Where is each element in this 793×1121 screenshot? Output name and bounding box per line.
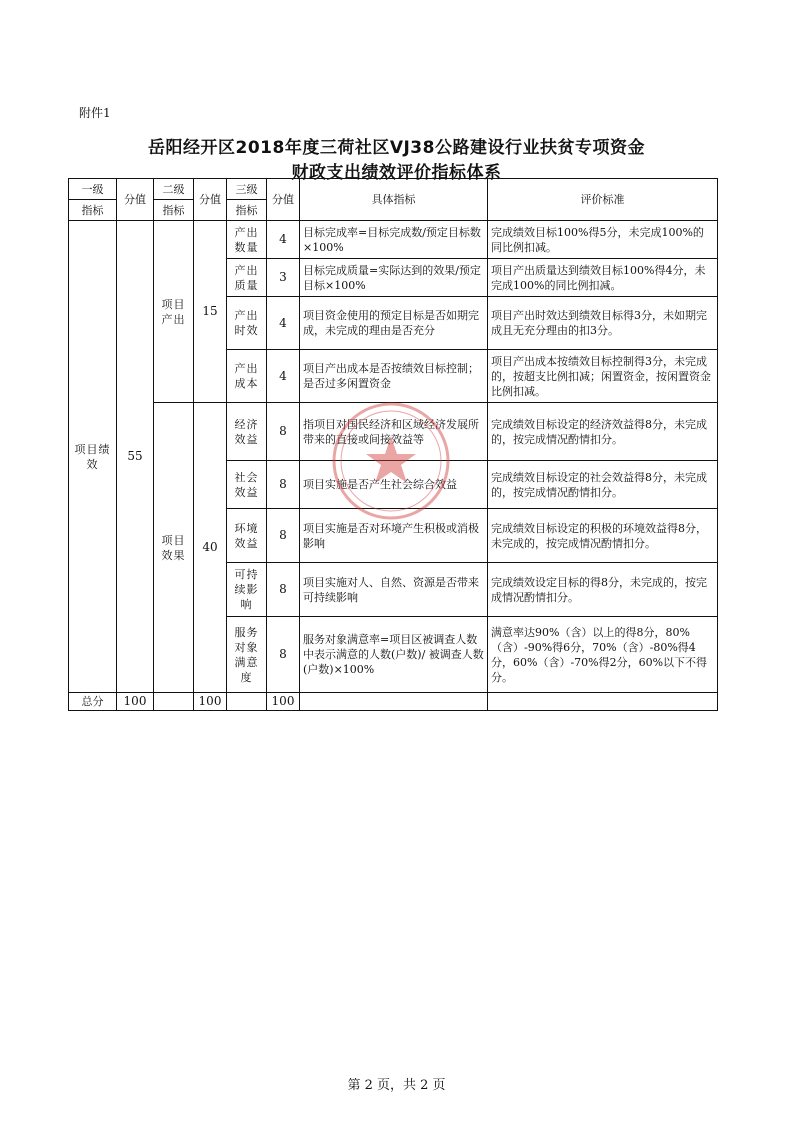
level3-score: 4 xyxy=(267,350,300,403)
level1-score: 55 xyxy=(117,221,154,693)
indicator-text: 指项目对国民经济和区域经济发展所带来的直接或间接效益等 xyxy=(300,403,488,461)
level3-score: 8 xyxy=(267,617,300,693)
criteria-text: 完成绩效目标设定的社会效益得8分，未完成的，按完成情况酌情扣分。 xyxy=(488,461,718,509)
header-criteria: 评价标准 xyxy=(488,179,718,221)
total-score1: 100 xyxy=(117,693,154,711)
level3-score: 8 xyxy=(267,403,300,461)
header-level1-top: 一级 xyxy=(69,179,117,200)
level3-score: 4 xyxy=(267,221,300,259)
document-title: 岳阳经开区2018年度三荷社区VJ38公路建设行业扶贫专项资金 xyxy=(148,138,645,158)
indicator-text: 服务对象满意率=项目区被调查人数中表示满意的人数(户数)/ 被调查人数(户数)×100% xyxy=(300,617,488,693)
criteria-text: 完成绩效目标100%得5分，未完成100%的同比例扣减。 xyxy=(488,221,718,259)
criteria-text: 项目产出成本按绩效目标控制得3分，未完成的，按超支比例扣减；闲置资金，按闲置资金比例扣减。 xyxy=(488,350,718,403)
indicator-table xyxy=(68,178,718,711)
table-row xyxy=(69,403,718,461)
total-score3: 100 xyxy=(267,693,300,711)
indicator-text: 项目实施是否产生社会综合效益 xyxy=(300,461,488,509)
level2-score-effect: 40 xyxy=(194,403,227,693)
header-level2-bottom: 指标 xyxy=(154,200,194,221)
total-empty xyxy=(154,693,194,711)
total-score2: 100 xyxy=(194,693,227,711)
level2-score-output: 15 xyxy=(194,221,227,403)
indicator-text: 目标完成质量=实际达到的效果/预定目标×100% xyxy=(300,259,488,297)
level3-score: 8 xyxy=(267,461,300,509)
level3-name: 产出数量 xyxy=(227,221,267,259)
header-row-top xyxy=(69,179,718,200)
header-score: 分值 xyxy=(117,179,154,221)
header-level3-top: 三级 xyxy=(227,179,267,200)
level3-name: 产出成本 xyxy=(227,350,267,403)
total-label: 总分 xyxy=(69,693,117,711)
attachment-label: 附件1 xyxy=(79,106,111,120)
criteria-text: 完成绩效设定目标的得8分，未完成的，按完成情况酌情扣分。 xyxy=(488,563,718,617)
header-score2: 分值 xyxy=(194,179,227,221)
header-score3: 分值 xyxy=(267,179,300,221)
indicator-text: 项目产出成本是否按绩效目标控制；是否过多闲置资金 xyxy=(300,350,488,403)
level2-name-effect: 项目效果 xyxy=(154,403,194,693)
indicator-text: 目标完成率=目标完成数/预定目标数×100% xyxy=(300,221,488,259)
level3-score: 8 xyxy=(267,509,300,563)
level3-name: 产出时效 xyxy=(227,297,267,350)
total-empty xyxy=(488,693,718,711)
level3-name: 社会效益 xyxy=(227,461,267,509)
level2-name-output: 项目产出 xyxy=(154,221,194,403)
level1-name: 项目绩效 xyxy=(69,221,117,693)
level3-name: 产出质量 xyxy=(227,259,267,297)
document-subtitle: 财政支出绩效评价指标体系 xyxy=(291,163,502,183)
header-level1-bottom: 指标 xyxy=(69,200,117,221)
total-empty xyxy=(300,693,488,711)
total-row xyxy=(69,693,718,711)
level3-score: 3 xyxy=(267,259,300,297)
level3-name: 经济效益 xyxy=(227,403,267,461)
criteria-text: 满意率达90%（含）以上的得8分，80%（含）-90%得6分，70%（含）-80%得4分，60%（含）-70%得2分，60%以下不得分。 xyxy=(488,617,718,693)
indicator-text: 项目资金使用的预定目标是否如期完成，未完成的理由是否充分 xyxy=(300,297,488,350)
level3-score: 8 xyxy=(267,563,300,617)
criteria-text: 项目产出时效达到绩效目标得3分，未如期完成且无充分理由的扣3分。 xyxy=(488,297,718,350)
indicator-text: 项目实施对人、自然、资源是否带来可持续影响 xyxy=(300,563,488,617)
indicator-text: 项目实施是否对环境产生积极或消极影响 xyxy=(300,509,488,563)
header-level3-bottom: 指标 xyxy=(227,200,267,221)
level3-name: 服务对象满意度 xyxy=(227,617,267,693)
criteria-text: 项目产出质量达到绩效目标100%得4分，未完成100%的同比例扣减。 xyxy=(488,259,718,297)
criteria-text: 完成绩效目标设定的经济效益得8分，未完成的，按完成情况酌情扣分。 xyxy=(488,403,718,461)
header-indicator: 具体指标 xyxy=(300,179,488,221)
level3-score: 4 xyxy=(267,297,300,350)
page-footer: 第 2 页，共 2 页 xyxy=(347,1078,446,1093)
level3-name: 可持续影响 xyxy=(227,563,267,617)
criteria-text: 完成绩效目标设定的积极的环境效益得8分，未完成的，按完成情况酌情扣分。 xyxy=(488,509,718,563)
level3-name: 环境效益 xyxy=(227,509,267,563)
total-empty xyxy=(227,693,267,711)
table-row xyxy=(69,221,718,259)
header-level2-top: 二级 xyxy=(154,179,194,200)
